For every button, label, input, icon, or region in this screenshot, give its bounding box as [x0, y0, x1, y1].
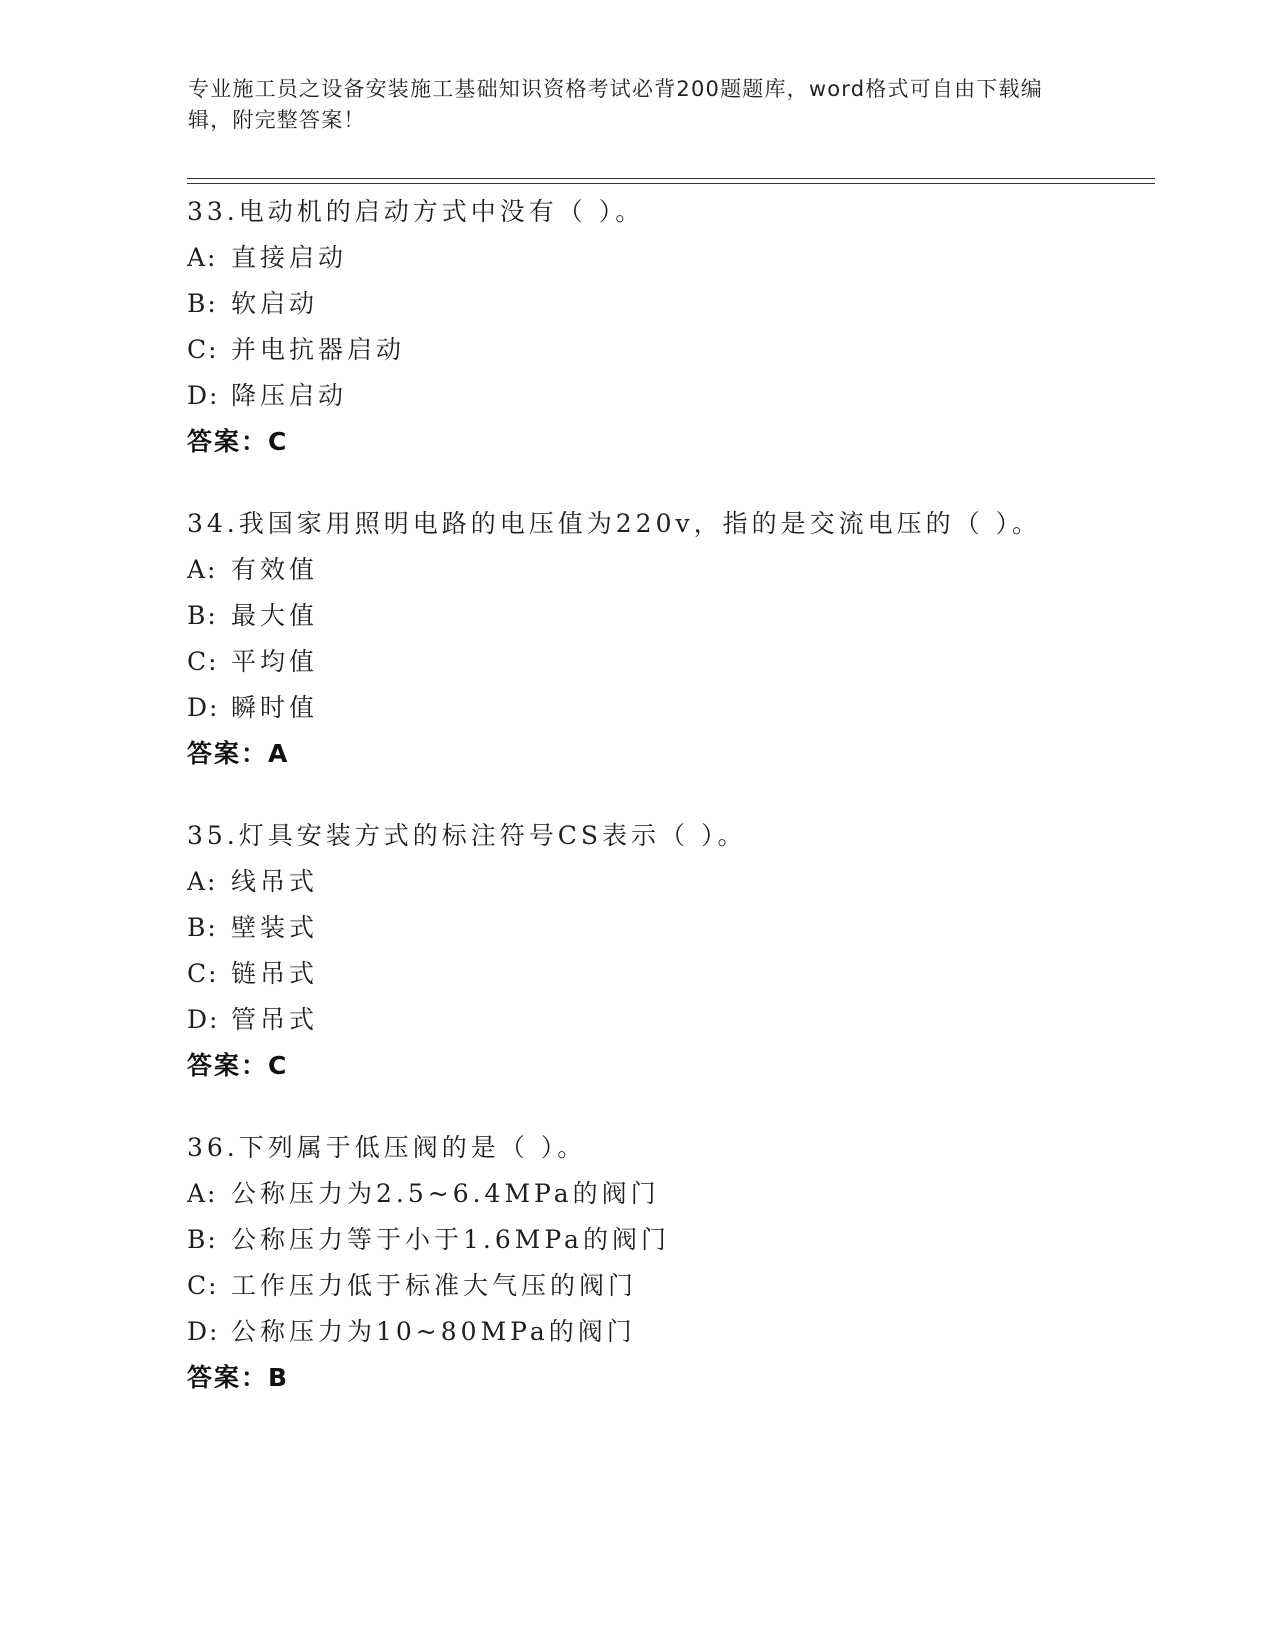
option-text: 瞬时值: [231, 693, 319, 722]
option-d: [187, 997, 1147, 1043]
question-list: [187, 189, 1147, 1437]
document-header: [188, 74, 1068, 136]
option-text: 并电抗器启动: [231, 335, 406, 364]
option-letter: B:: [187, 289, 218, 318]
option-a: [187, 235, 1147, 281]
option-text: 平均值: [231, 647, 319, 676]
option-letter: C:: [187, 959, 219, 988]
option-letter: C:: [187, 1271, 219, 1300]
answer-label: 答案：C: [187, 1051, 289, 1080]
option-a: [187, 859, 1147, 905]
option-b: [187, 281, 1147, 327]
option-text: 直接启动: [231, 243, 348, 272]
option-d: [187, 1309, 1147, 1355]
option-text: 线吊式: [231, 867, 319, 896]
option-letter: D:: [187, 1317, 220, 1346]
option-c: [187, 951, 1147, 997]
option-letter: C:: [187, 647, 219, 676]
option-b: [187, 593, 1147, 639]
option-letter: D:: [187, 693, 220, 722]
option-c: [187, 327, 1147, 373]
option-c: [187, 1263, 1147, 1309]
option-text: 软启动: [231, 289, 319, 318]
option-text: 链吊式: [231, 959, 319, 988]
question-36: [187, 1125, 1147, 1401]
question-stem: 35.灯具安装方式的标注符号CS表示（ ）。: [187, 821, 747, 850]
header-divider-top: [187, 178, 1155, 179]
option-letter: A:: [187, 1179, 218, 1208]
answer-label: 答案：C: [187, 427, 289, 456]
option-text: 降压启动: [231, 381, 348, 410]
option-letter: A:: [187, 555, 218, 584]
option-d: [187, 373, 1147, 419]
question-33: [187, 189, 1147, 465]
option-text: 有效值: [231, 555, 319, 584]
option-text: 管吊式: [231, 1005, 319, 1034]
option-c: [187, 639, 1147, 685]
option-letter: D:: [187, 1005, 220, 1034]
option-b: [187, 1217, 1147, 1263]
answer-label: 答案：A: [187, 739, 290, 768]
option-text: 工作压力低于标准大气压的阀门: [231, 1271, 638, 1300]
question-stem: 36.下列属于低压阀的是（ ）。: [187, 1133, 587, 1162]
option-text: 公称压力等于小于1.6MPa的阀门: [231, 1225, 670, 1254]
question-34: [187, 501, 1147, 777]
question-35: [187, 813, 1147, 1089]
option-b: [187, 905, 1147, 951]
answer-label: 答案：B: [187, 1363, 290, 1392]
option-letter: B:: [187, 1225, 218, 1254]
option-letter: B:: [187, 913, 218, 942]
option-letter: D:: [187, 381, 220, 410]
header-divider-bottom: [187, 183, 1155, 184]
question-stem: 33.电动机的启动方式中没有（ ）。: [187, 197, 645, 226]
question-stem: 34.我国家用照明电路的电压值为220v，指的是交流电压的（ ）。: [187, 509, 1042, 538]
option-text: 公称压力为2.5~6.4MPa的阀门: [231, 1179, 660, 1208]
option-text: 壁装式: [231, 913, 319, 942]
option-letter: C:: [187, 335, 219, 364]
option-a: [187, 1171, 1147, 1217]
option-letter: A:: [187, 867, 218, 896]
option-letter: B:: [187, 601, 218, 630]
header-title: 专业施工员之设备安装施工基础知识资格考试必背200题题库，word格式可自由下载编辑，附完整答案！: [188, 77, 1043, 132]
option-a: [187, 547, 1147, 593]
option-d: [187, 685, 1147, 731]
option-text: 公称压力为10~80MPa的阀门: [231, 1317, 636, 1346]
option-text: 最大值: [231, 601, 319, 630]
option-letter: A:: [187, 243, 218, 272]
